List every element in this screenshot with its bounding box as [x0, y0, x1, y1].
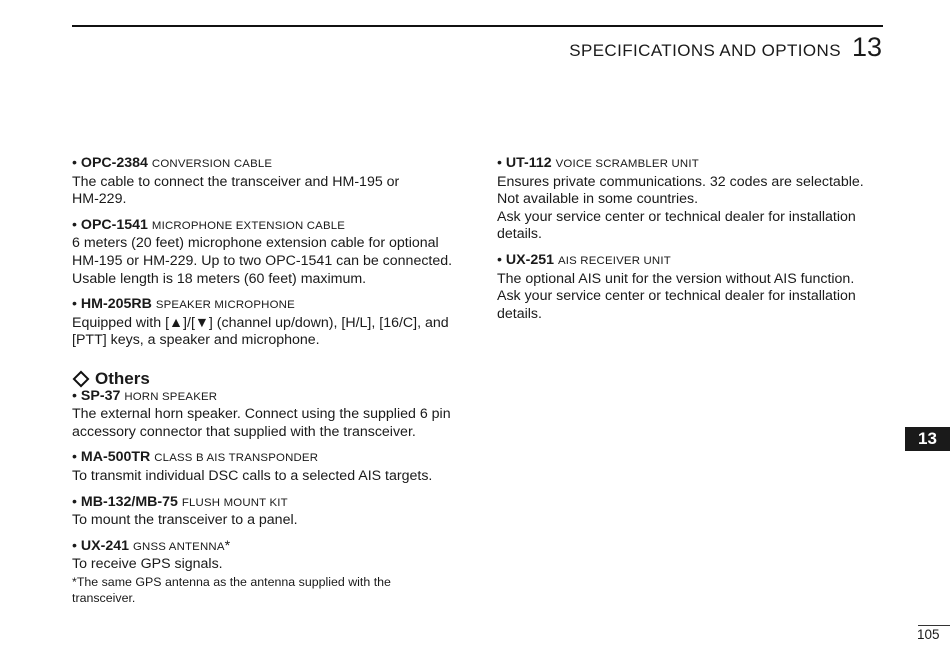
left-column — [72, 155, 462, 615]
header-title: SPECIFICATIONS AND OPTIONS — [569, 41, 841, 60]
item-description: The optional AIS unit for the version without AIS function. Ask your service center or technical dealer for installation details. — [497, 270, 856, 322]
option-item: • SP-37 HORN SPEAKER The external horn speaker. Connect using the supplied 6 pin accessory connector that supplied with the transceiver. — [72, 388, 462, 442]
item-model: OPC-2384 — [80, 155, 148, 171]
item-model: UX-251 — [505, 251, 555, 268]
item-description: The external horn speaker. Connect using the supplied 6 pin accessory connector that supplied with the transceiver. — [72, 406, 451, 440]
item-model: MA-500TR — [80, 449, 151, 466]
option-item: • UT-112 VOICE SCRAMBLER UNIT Ensures private communications. 32 codes are selectable. Not available in some countries. Ask your service center or technical dealer for installation details. — [497, 155, 887, 244]
diamond-icon — [73, 370, 90, 387]
others-section-heading — [72, 370, 462, 388]
footnote-mark: * — [224, 537, 231, 554]
item-description: To mount the transceiver to a panel. — [72, 512, 298, 529]
item-description: To receive GPS signals. — [72, 556, 223, 573]
item-model: HM-205RB — [80, 296, 152, 313]
item-subtitle: HORN SPEAKER — [124, 390, 218, 403]
header-rule — [72, 25, 883, 27]
page-header — [569, 32, 882, 63]
item-model: UX-241 — [80, 537, 130, 554]
option-item: • UX-241 GNSS ANTENNA* To receive GPS signals. *The same GPS antenna as the antenna supplied with the transceiver. — [72, 538, 462, 607]
option-item: • OPC-1541 MICROPHONE EXTENSION CABLE 6 meters (20 feet) microphone extension cable for optional HM-195 or HM-229. Up to two OPC-1541 can be connected. Usable length is 18 meters (60 feet) maximum. — [72, 217, 462, 288]
item-description: Equipped with [▲]/[▼] (channel up/down), [H/L], [16/C], and [PTT] keys, a speaker and microphone. — [72, 314, 449, 349]
item-model: UT-112 — [505, 155, 552, 171]
option-item: • HM-205RB SPEAKER MICROPHONE Equipped with [▲]/[▼] (channel up/down), [H/L], [16/C], and [PTT] keys, a speaker and microphone. — [72, 296, 462, 350]
item-subtitle: SPEAKER MICROPHONE — [155, 299, 295, 312]
item-description: 6 meters (20 feet) microphone extension cable for optional HM-195 or HM-229. Up to two OPC-1541 can be connected. Usable length is 18 meters (60 feet) maximum. — [72, 235, 453, 287]
item-subtitle: AIS RECEIVER UNIT — [557, 254, 671, 267]
item-subtitle: MICROPHONE EXTENSION CABLE — [151, 219, 346, 232]
item-subtitle: GNSS ANTENNA — [132, 540, 225, 553]
item-subtitle: CONVERSION CABLE — [151, 158, 273, 170]
item-footnote: *The same GPS antenna as the antenna supplied with the transceiver. — [72, 574, 391, 606]
item-description: Ensures private communications. 32 codes are selectable. Not available in some countries. Ask your service center or technical dealer for installation details. — [497, 173, 864, 243]
option-item: • UX-251 AIS RECEIVER UNIT The optional AIS unit for the version without AIS function. Ask your service center or technical dealer for installation details. — [497, 252, 887, 323]
item-model: SP-37 — [80, 387, 121, 404]
item-description: To transmit individual DSC calls to a selected AIS targets. — [72, 467, 433, 484]
right-column — [497, 155, 887, 331]
page-number: 105 — [917, 627, 940, 642]
item-subtitle: VOICE SCRAMBLER UNIT — [555, 158, 699, 170]
option-item: • OPC-2384 CONVERSION CABLE The cable to connect the transceiver and HM-195 or HM-229. — [72, 155, 462, 209]
option-item: • MA-500TR CLASS B AIS TRANSPONDER To transmit individual DSC calls to a selected AIS targets. — [72, 449, 462, 485]
item-subtitle: CLASS B AIS TRANSPONDER — [154, 452, 319, 465]
item-description: The cable to connect the transceiver and HM-195 or HM-229. — [72, 173, 400, 208]
item-model: OPC-1541 — [80, 216, 148, 233]
item-model: MB-132/MB-75 — [80, 493, 178, 510]
item-subtitle: FLUSH MOUNT KIT — [181, 496, 288, 509]
section-title: Others — [95, 368, 150, 388]
chapter-side-tab: 13 — [905, 427, 950, 451]
page-number-rule — [918, 625, 950, 626]
chapter-number: 13 — [851, 32, 882, 62]
option-item: • MB-132/MB-75 FLUSH MOUNT KIT To mount the transceiver to a panel. — [72, 494, 462, 530]
